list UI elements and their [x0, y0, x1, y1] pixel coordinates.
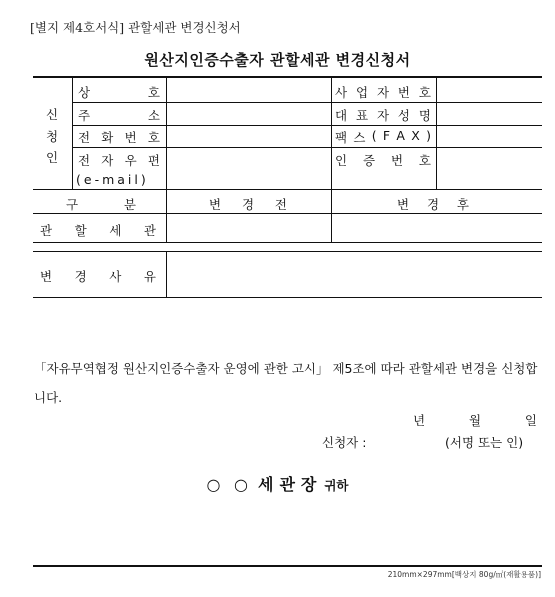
applicant-label-char: 인	[46, 150, 59, 165]
change-reason-value[interactable]	[172, 267, 536, 283]
date-year: 년	[413, 413, 426, 428]
label-business-reg-number: 사 업 자 번 호	[335, 85, 431, 100]
applicant-sign-label: 신청자 :	[322, 435, 367, 450]
recipient-suffix: 귀하	[324, 478, 349, 493]
row-divider	[72, 102, 542, 103]
col-divider	[331, 189, 332, 242]
label-business-name: 상 호	[78, 85, 160, 100]
recipient-placeholder: ○ ○	[206, 475, 252, 494]
row-divider	[33, 242, 542, 243]
email-value[interactable]	[172, 158, 327, 174]
fax-value[interactable]	[441, 128, 539, 144]
label-change-reason: 변 경 사 유	[40, 269, 156, 284]
header-after: 변 경 후	[397, 197, 469, 212]
col-divider	[436, 77, 437, 190]
recipient-line	[0, 472, 555, 495]
date-month: 월	[468, 413, 482, 428]
header-category: 구 분	[66, 197, 136, 212]
row-divider	[72, 147, 542, 148]
date-day: 일	[524, 413, 537, 428]
phone-value[interactable]	[172, 128, 327, 144]
label-competent-customs: 관 할 세 관	[40, 223, 156, 238]
col-divider	[166, 189, 167, 242]
date-row	[413, 411, 537, 429]
applicant-label-char: 신	[46, 107, 59, 122]
address-value[interactable]	[172, 106, 327, 122]
label-address: 주 소	[78, 108, 160, 123]
col-divider	[166, 77, 167, 190]
representative-name-value[interactable]	[441, 106, 539, 122]
label-representative-name: 대 표 자 성 명	[335, 108, 431, 123]
row-divider	[33, 189, 542, 190]
signature-note: (서명 또는 인)	[445, 435, 524, 450]
row-divider	[33, 297, 542, 298]
application-statement: 「자유무역협정 원산지인증수출자 운영에 관한 고시」 제5조에 따라 관할세관 변경을 신청합니다.	[34, 361, 538, 405]
label-email-sub: (e-mail)	[76, 172, 149, 187]
label-certification-number: 인 증 번 호	[335, 153, 431, 168]
row-divider	[33, 251, 542, 252]
label-phone: 전 화 번 호	[78, 130, 160, 145]
paper-spec-note: 210mm×297mm[백상지 80g/㎡(재활용품)]	[387, 570, 541, 579]
certification-number-value[interactable]	[441, 158, 539, 174]
col-divider	[166, 251, 167, 297]
form-title: 원산지인증수출자 관할세관 변경신청서	[144, 51, 411, 69]
col-divider	[331, 77, 332, 190]
form-attachment-label: [별지 제4호서식] 관할세관 변경신청서	[30, 20, 241, 35]
row-divider	[33, 213, 542, 214]
col-divider	[72, 77, 73, 190]
footer-rule	[33, 565, 542, 567]
business-reg-number-value[interactable]	[441, 83, 539, 99]
label-fax: 팩 스 ( F A X )	[335, 128, 431, 145]
header-before: 변 경 전	[209, 197, 287, 212]
table-top-border	[33, 76, 542, 78]
applicant-label-char: 청	[46, 129, 59, 144]
customs-after-value[interactable]	[336, 221, 536, 237]
label-email: 전 자 우 편	[78, 153, 160, 168]
business-name-value[interactable]	[172, 83, 327, 99]
customs-before-value[interactable]	[172, 221, 327, 237]
recipient-office: 세관장	[257, 475, 323, 494]
row-divider	[72, 125, 542, 126]
